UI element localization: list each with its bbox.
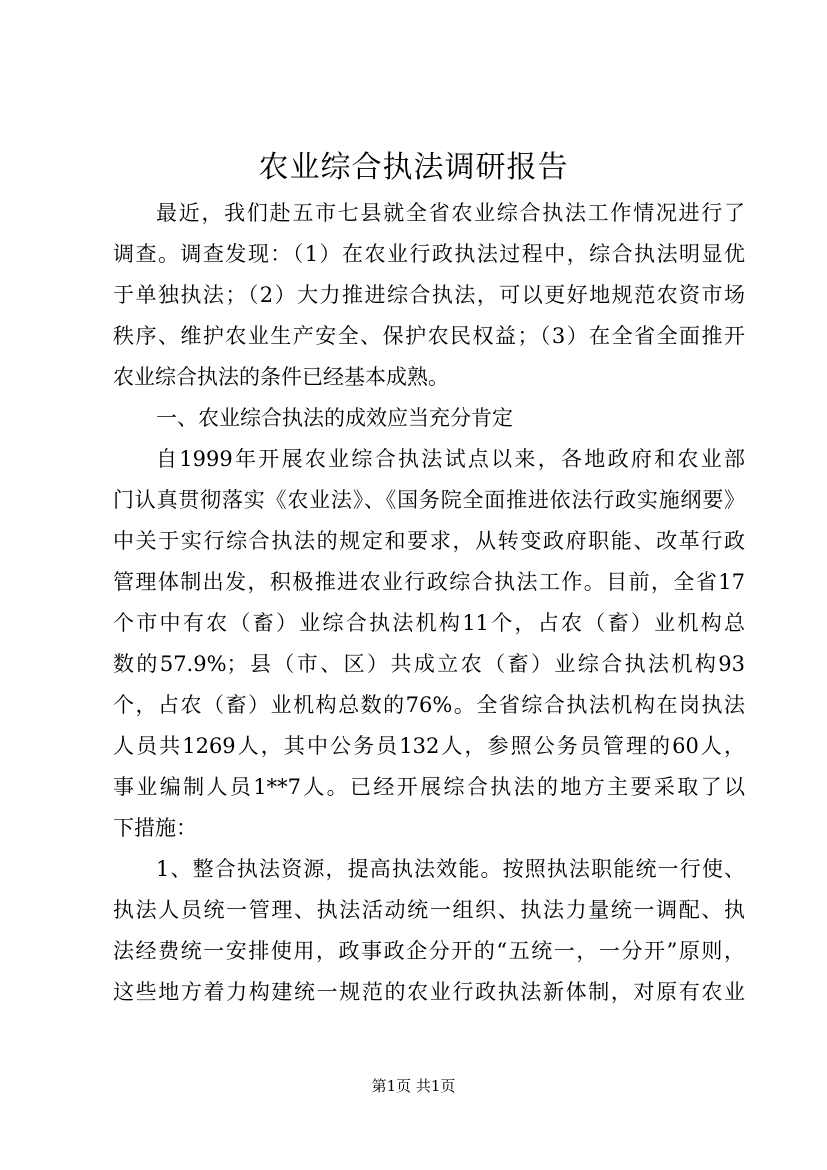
text-line: 自1999年开展农业综合执法试点以来，各地政府和农业部 xyxy=(156,447,745,471)
text-line: 门认真贯彻落实《农业法》、《国务院全面推进依法行政实施纲要》 xyxy=(113,488,745,512)
text-line: 农业综合执法的条件已经基本成熟。 xyxy=(113,365,449,389)
page-number-footer: 第1页 共1页 xyxy=(371,1077,456,1095)
text-line: 最近，我们赴五市七县就全省农业综合执法工作情况进行了 xyxy=(156,201,745,225)
text-line: 管理体制出发，积极推进农业行政综合执法工作。目前，全省17 xyxy=(113,570,745,594)
text-line: 调查。调查发现：（1）在农业行政执法过程中，综合执法明显优 xyxy=(113,242,745,266)
text-line: 下措施： xyxy=(113,816,197,840)
section-heading: 一、农业综合执法的成效应当充分肯定 xyxy=(156,406,513,430)
text-line: 事业编制人员1**7人。已经开展综合执法的地方主要采取了以 xyxy=(113,775,745,799)
document-body xyxy=(113,193,745,1013)
text-line: 数的57.9%；县（市、区）共成立农（畜）业综合执法机构93 xyxy=(113,652,745,676)
text-line: 人员共1269人，其中公务员132人，参照公务员管理的60人， xyxy=(113,734,745,758)
text-line: 秩序、维护农业生产安全、保护农民权益；（3）在全省全面推开 xyxy=(113,324,745,348)
text-line: 1、整合执法资源，提高执法效能。按照执法职能统一行使、 xyxy=(156,857,745,881)
document-title: 农业综合执法调研报告 xyxy=(258,150,569,185)
text-line: 个市中有农（畜）业综合执法机构11个，占农（畜）业机构总 xyxy=(113,611,745,635)
text-line: 于单独执法；（2）大力推进综合执法，可以更好地规范农资市场 xyxy=(113,283,745,307)
text-line: 个，占农（畜）业机构总数的76%。全省综合执法机构在岗执法 xyxy=(113,693,745,717)
text-line: 这些地方着力构建统一规范的农业行政执法新体制，对原有农业 xyxy=(113,980,745,1004)
text-line: 执法人员统一管理、执法活动统一组织、执法力量统一调配、执 xyxy=(113,898,745,922)
text-line: 法经费统一安排使用，政事政企分开的“五统一，一分开”原则， xyxy=(113,939,745,963)
text-line: 中关于实行综合执法的规定和要求，从转变政府职能、改革行政 xyxy=(113,529,745,553)
